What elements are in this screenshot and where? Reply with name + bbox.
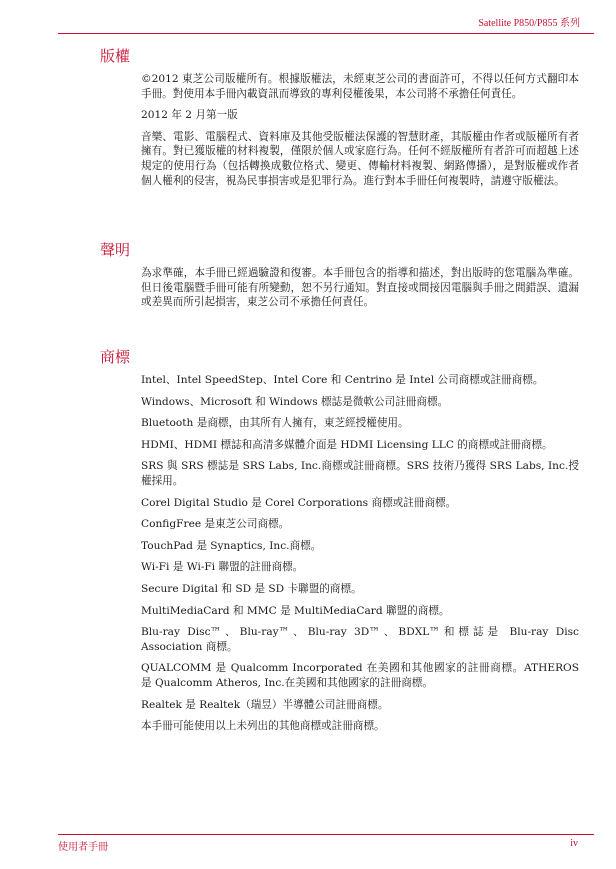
paragraph: Wi-Fi 是 Wi-Fi 聯盟的註冊商標。: [141, 561, 304, 574]
section-trademarks: [0, 345, 616, 734]
section-body-trademarks: [141, 345, 579, 734]
paragraph: 本手冊可能使用以上未列出的其他商標或註冊商標。: [141, 720, 385, 733]
paragraph: Secure Digital 和 SD 是 SD 卡聯盟的商標。: [141, 582, 362, 595]
paragraph: SRS 與 SRS 標誌是 SRS Labs, Inc.商標或註冊商標。SRS 技術乃獲得 SRS Labs, Inc.授權採用。: [141, 460, 579, 487]
section-body-disclaimer: [141, 238, 579, 310]
page-content: [0, 40, 616, 741]
section-heading-copyright: 版權: [100, 47, 131, 65]
page-number: iv: [570, 838, 578, 849]
paragraph: Corel Digital Studio 是 Corel Corporations 商標或註冊商標。: [141, 496, 457, 509]
section-copyright: [0, 40, 616, 238]
paragraph: HDMI、HDMI 標誌和高清多媒體介面是 HDMI Licensing LLC 的商標或註冊商標。: [141, 438, 553, 451]
paragraph: Realtek 是 Realtek（瑞昱）半導體公司註冊商標。: [141, 698, 389, 711]
paragraph: ConfigFree 是東芝公司商標。: [141, 518, 290, 531]
section-body-copyright: [141, 40, 579, 188]
paragraph: 為求準確，本手冊已經過驗證和復審。本手冊包含的指導和描述，對出版時的您電腦為準確。但日後電腦暨手冊可能有所變動，恕不另行通知。對直接或間接因電腦與手冊之間錯誤、遺漏或差異而所引起損害，東芝公司不承擔任何責任。: [141, 267, 579, 309]
paragraph: ©2012 東芝公司版權所有。根據版權法，未經東芝公司的書面許可，不得以任何方式翻印本手冊。對使用本手冊內載資訊而導致的專利侵權後果，本公司將不承擔任何責任。: [141, 73, 579, 100]
paragraph: Bluetooth 是商標，由其所有人擁有，東芝經授權使用。: [141, 417, 409, 430]
paragraph: MultiMediaCard 和 MMC 是 MultiMediaCard 聯盟的商標。: [141, 604, 450, 617]
running-header: Satellite P850/P855 系列: [478, 18, 580, 29]
section-disclaimer: [0, 238, 616, 345]
paragraph: Blu-ray Disc™、Blu-ray™、Blu-ray 3D™、BDXL™和標誌是 Blu-ray Disc Association 商標。: [141, 626, 579, 653]
paragraph: TouchPad 是 Synaptics, Inc.商標。: [141, 539, 322, 552]
paragraph: 2012 年 2 月第一版: [141, 109, 238, 122]
paragraph: Windows、Microsoft 和 Windows 標誌是微軟公司註冊商標。: [141, 395, 449, 408]
paragraph: Intel、Intel SpeedStep、Intel Core 和 Centrino 是 Intel 公司商標或註冊商標。: [141, 374, 544, 386]
footer-manual-title: 使用者手冊: [58, 842, 108, 853]
section-heading-disclaimer: 聲明: [100, 241, 131, 259]
header-rule: [58, 33, 594, 34]
paragraph: 音樂、電影、電腦程式、資料庫及其他受版權法保護的智慧財產，其版權由作者或版權所有者擁有。對已獲版權的材料複製，僅限於個人或家庭行為。任何不經版權所有者許可而超越上述規定的使用行為（包括轉換成數位格式、變更、傳輸材料複製、網路傳播），是對版權或作者個人權利的侵害，視為民事損害或是犯罪行為。進行對本手冊任何複製時，請遵守版權法。: [141, 130, 579, 187]
paragraph: QUALCOMM 是 Qualcomm Incorporated 在美國和其他國家的註冊商標。ATHEROS 是 Qualcomm Atheros, Inc.在美國和其他國家的註冊商標。: [141, 662, 579, 689]
section-heading-trademarks: 商標: [100, 348, 131, 366]
footer-rule: [58, 834, 594, 835]
